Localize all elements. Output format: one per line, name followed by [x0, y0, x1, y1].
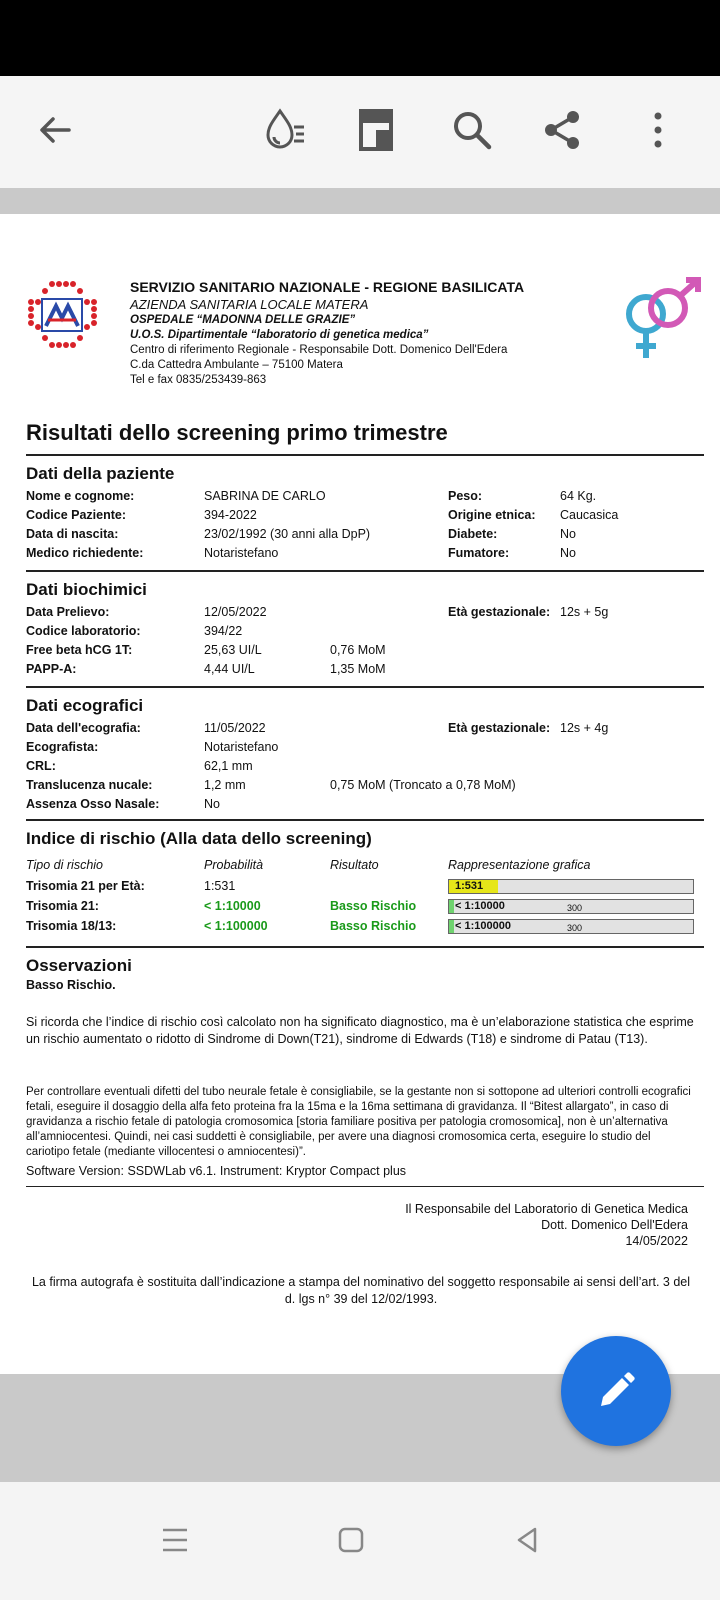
patient-row: [26, 506, 704, 525]
patient-value: 394-2022: [204, 508, 257, 522]
echo-label: Translucenza nucale:: [26, 778, 153, 792]
patient-row: [26, 525, 704, 544]
software-info: Software Version: SSDWLab v6.1. Instrument: Kryptor Compact plus: [26, 1164, 407, 1178]
biochem-value: 4,44 UI/L: [204, 662, 255, 676]
biochem-row: [26, 603, 704, 622]
echo-value: 11/05/2022: [204, 721, 266, 735]
biochem-value: 25,63 UI/L: [204, 643, 262, 657]
risk-bar-label: < 1:100000: [455, 920, 511, 932]
home-icon[interactable]: [321, 1510, 381, 1570]
header-line-1: SERVIZIO SANITARIO NAZIONALE - REGIONE BASILICATA: [130, 279, 525, 295]
top-toolbar: [0, 76, 720, 188]
biochem-value: 12/05/2022: [204, 605, 267, 619]
patient-value2: Caucasica: [560, 508, 619, 522]
biochem-extra: 1,35 MoM: [330, 662, 386, 676]
biochem-label: PAPP-A:: [26, 662, 77, 676]
document-title: Risultati dello screening primo trimestre: [26, 420, 448, 445]
header-line-4: U.O.S. Dipartimentale “laboratorio di genetica medica”: [130, 329, 429, 341]
echo-row: [26, 776, 704, 795]
footer-note: La firma autografa è sostituita dall’indicazione a stampa del nominativo del soggetto responsabile ai sensi dell’art. 3 del d. lgs n° 39 del 12/02/1993.: [31, 1275, 691, 1306]
risk-type: Trisomia 21 per Età:: [26, 879, 145, 893]
risk-bar: [448, 919, 694, 934]
layout-icon[interactable]: [346, 100, 406, 160]
risk-header-type: Tipo di rischio: [26, 858, 104, 872]
echo-row: [26, 795, 704, 814]
risk-header-result: Risultato: [330, 858, 379, 872]
signature-line-1: Il Responsabile del Laboratorio di Genetica Medica: [405, 1202, 688, 1216]
patient-label2: Diabete:: [448, 527, 498, 541]
risk-probability: < 1:10000: [204, 899, 261, 913]
biochem-label2: Età gestazionale:: [448, 605, 551, 619]
patient-label2: Fumatore:: [448, 546, 510, 560]
patient-value: SABRINA DE CARLO: [204, 489, 326, 503]
header-line-7: Tel e fax 0835/253439-863: [130, 374, 267, 386]
divider: [26, 946, 704, 948]
biochem-row: [26, 641, 704, 660]
back-arrow-icon[interactable]: [25, 100, 85, 160]
patient-label: Codice Paziente:: [26, 508, 127, 522]
risk-bar: [448, 899, 694, 914]
risk-probability: 1:531: [204, 879, 236, 893]
echo-label: Ecografista:: [26, 740, 99, 754]
divider: [26, 454, 704, 456]
signature-date: 14/05/2022: [625, 1234, 688, 1248]
header-line-3: OSPEDALE “MADONNA DELLE GRAZIE”: [130, 314, 356, 326]
patient-label2: Peso:: [448, 489, 483, 503]
risk-bar-tick: 300: [567, 923, 583, 933]
signature-line-2: Dott. Domenico Dell'Edera: [541, 1218, 688, 1232]
echo-value: Notaristefano: [204, 740, 279, 754]
echo-section-title: Dati ecografici: [26, 696, 144, 715]
echo-extra: 0,75 MoM (Troncato a 0,78 MoM): [330, 778, 516, 792]
patient-label: Data di nascita:: [26, 527, 119, 541]
risk-section-title: Indice di rischio (Alla data dello screening): [26, 829, 372, 848]
patient-value2: 64 Kg.: [560, 489, 597, 503]
search-icon[interactable]: [442, 100, 502, 160]
biochem-row: [26, 622, 704, 641]
risk-bar-fill: [449, 920, 454, 933]
patient-row: [26, 487, 704, 506]
biochem-value2: 12s + 5g: [560, 605, 609, 619]
patient-row: [26, 544, 704, 563]
biochem-row: [26, 660, 704, 679]
echo-value: No: [204, 797, 220, 811]
risk-type: Trisomia 18/13:: [26, 919, 117, 933]
header-line-6: C.da Cattedra Ambulante – 75100 Matera: [130, 359, 343, 371]
echo-label: CRL:: [26, 759, 56, 773]
institution-header: [130, 278, 600, 388]
risk-probability: < 1:100000: [204, 919, 268, 933]
risk-bar-tick: 300: [567, 903, 583, 913]
divider: [26, 686, 704, 688]
echo-value: 1,2 mm: [204, 778, 246, 792]
echo-label: Assenza Osso Nasale:: [26, 797, 160, 811]
echo-label: Data dell'ecografia:: [26, 721, 141, 735]
status-bar: [0, 0, 720, 76]
biochem-label: Data Prelievo:: [26, 605, 110, 619]
recommendation-paragraph: Per controllare eventuali difetti del tubo neurale fetale è consigliabile, se la gestante non si sottopone ad ulteriori controlli ecografici fetali, eseguire il dosaggio della alfa feto proteina fra la 15ma e la 16ma settimana di gravidanza. Il “Bitest allargato”, in caso di gravidanza a rischio fetale di patologia cromosomica [storia familiare positiva per patologia cromosomica], non è un’alternativa all’amniocentesi. Quindi, nei casi suddetti è consigliabile, per avere una diagnosi cromosomica certa, eseguire lo studio del cariotipo fetale (mediante villocentesi o amniocentesi)”.: [26, 1086, 691, 1158]
echo-row: [26, 757, 704, 776]
more-vert-icon[interactable]: [628, 100, 688, 160]
risk-type: Trisomia 21:: [26, 899, 99, 913]
disclaimer-paragraph: Si ricorda che l’indice di rischio così calcolato non ha significato diagnostico, ma è un’elaborazione statistica che esprime un rischio aumentato o ridotto di Sindrome di Down(T21), sindrome di Edwards (T18) e sindrome di Patau (T13).: [26, 1015, 694, 1046]
risk-header-graphic: Rappresentazione grafica: [448, 858, 591, 872]
pencil-icon: [593, 1368, 639, 1414]
patient-section-title: Dati della paziente: [26, 464, 175, 483]
ink-drop-icon[interactable]: [255, 100, 315, 160]
risk-bar-fill: [449, 900, 454, 913]
risk-bar: [448, 879, 694, 894]
biochem-extra: 0,76 MoM: [330, 643, 386, 657]
divider: [26, 570, 704, 572]
echo-row: [26, 719, 704, 738]
risk-result: Basso Rischio: [330, 919, 417, 933]
echo-value: 62,1 mm: [204, 759, 253, 773]
patient-value: 23/02/1992 (30 anni alla DpP): [204, 527, 371, 541]
patient-value2: No: [560, 527, 576, 541]
header-line-5: Centro di riferimento Regionale - Responsabile Dott. Domenico Dell'Edera: [130, 344, 508, 356]
recent-apps-icon[interactable]: [145, 1510, 205, 1570]
biochem-label: Free beta hCG 1T:: [26, 643, 133, 657]
divider: [26, 819, 704, 821]
edit-fab-button[interactable]: [561, 1336, 671, 1446]
divider: [26, 1186, 704, 1187]
biochem-label: Codice laboratorio:: [26, 624, 141, 638]
asl-logo: [26, 280, 98, 350]
patient-label2: Origine etnica:: [448, 508, 536, 522]
risk-result: Basso Rischio: [330, 899, 417, 913]
patient-label: Medico richiedente:: [26, 546, 144, 560]
document-page: [0, 214, 720, 1374]
signature-block: [405, 1201, 688, 1249]
system-nav-bar: [0, 1482, 720, 1600]
echo-row: [26, 738, 704, 757]
observations-text: Basso Rischio.: [26, 978, 116, 992]
patient-value2: No: [560, 546, 576, 560]
share-icon[interactable]: [532, 100, 592, 160]
risk-bar-label: 1:531: [455, 880, 484, 892]
back-nav-icon[interactable]: [498, 1510, 558, 1570]
biochem-section-title: Dati biochimici: [26, 580, 147, 599]
echo-label2: Età gestazionale:: [448, 721, 551, 735]
gender-symbols-icon: [616, 276, 706, 360]
header-line-2: AZIENDA SANITARIA LOCALE MATERA: [130, 297, 369, 312]
patient-label: Nome e cognome:: [26, 489, 135, 503]
patient-value: Notaristefano: [204, 546, 279, 560]
risk-bar-label: < 1:10000: [455, 900, 505, 912]
risk-header-probability: Probabilità: [204, 858, 264, 872]
biochem-value: 394/22: [204, 624, 243, 638]
observations-section-title: Osservazioni: [26, 956, 132, 975]
echo-value2: 12s + 4g: [560, 721, 609, 735]
risk-header-row: [26, 856, 704, 875]
